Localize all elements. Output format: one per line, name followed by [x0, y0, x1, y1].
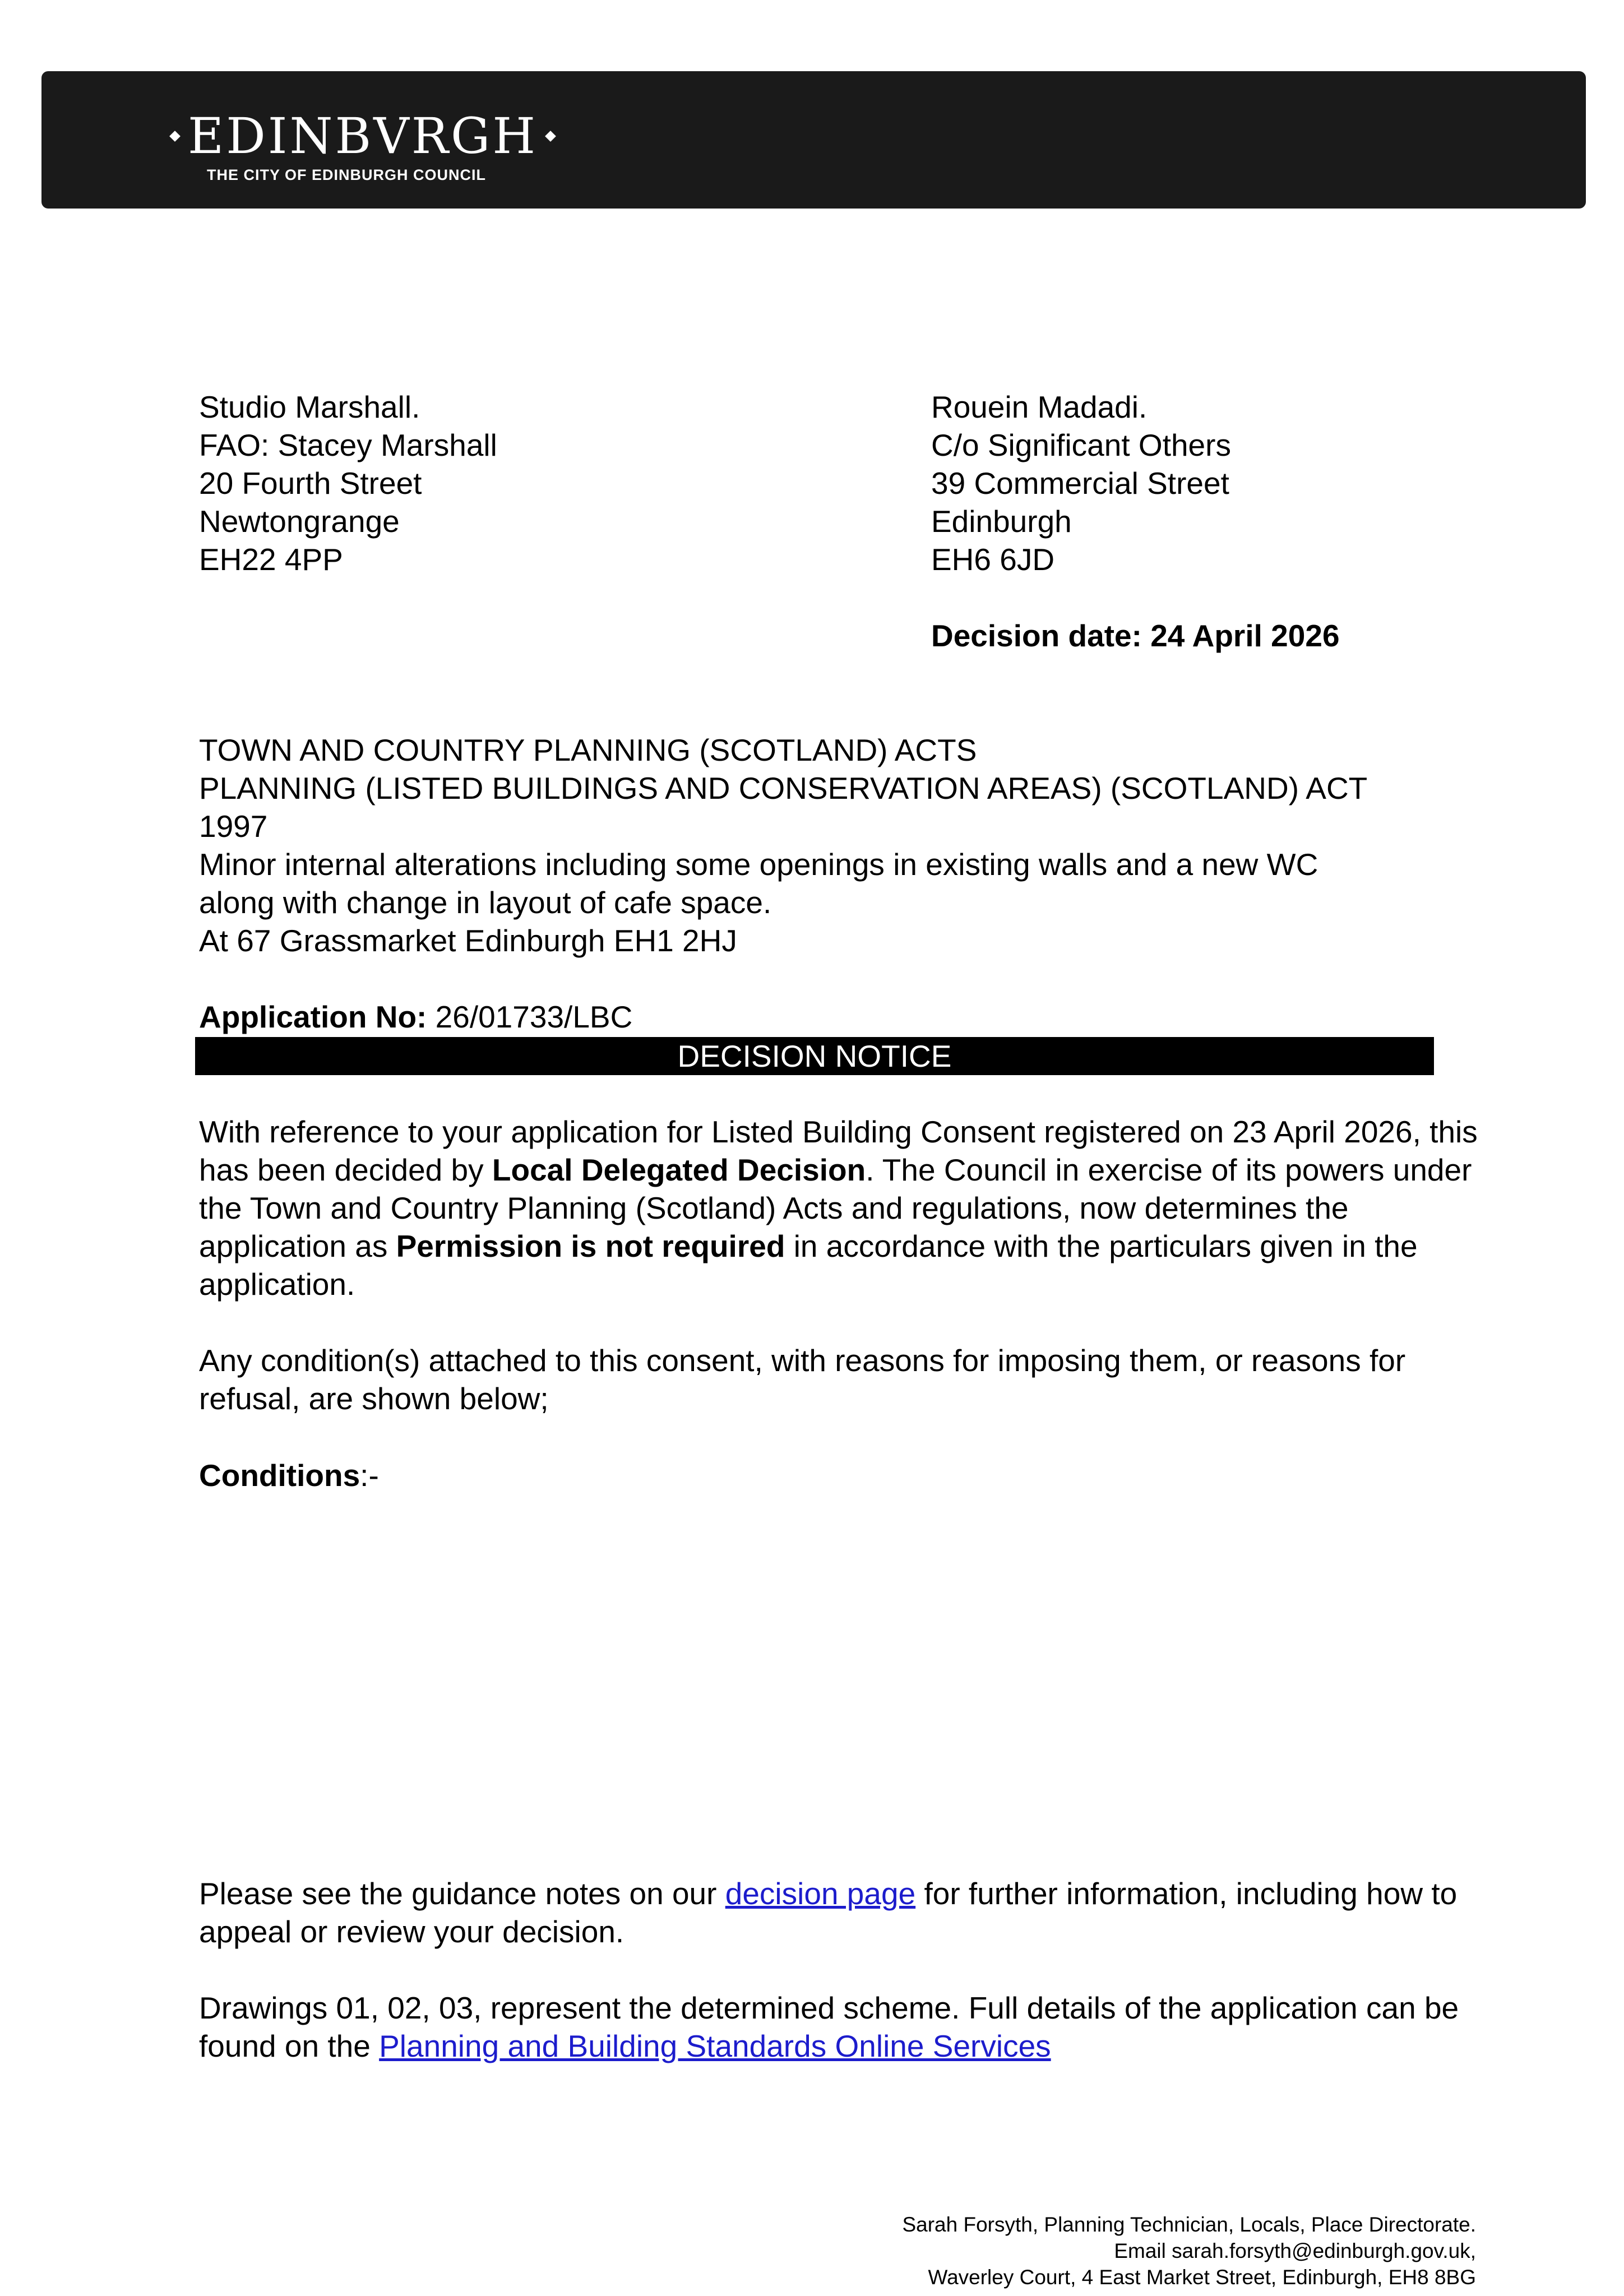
footer-line: Sarah Forsyth, Planning Technician, Locals, Place Directorate.	[902, 2213, 1476, 2236]
agent-address	[199, 388, 497, 578]
application-number-label: Application No:	[199, 999, 427, 1034]
paragraph-text: for further information, including how to appeal or review your decision.	[199, 1876, 1458, 1949]
logo-subtitle: THE CITY OF EDINBURGH COUNCIL	[207, 166, 487, 183]
address-line: Edinburgh	[931, 504, 1072, 539]
conditions-heading	[199, 1456, 1488, 1494]
address-line: C/o Significant Others	[931, 428, 1231, 462]
paragraph-text: in accordance with the particulars given in the application.	[199, 1229, 1418, 1302]
edinburgh-council-logo	[162, 107, 563, 184]
footer-line: Email sarah.forsyth@edinburgh.gov.uk,	[1114, 2239, 1476, 2262]
address-line: FAO: Stacey Marshall	[199, 428, 497, 462]
application-number-value: 26/01733/LBC	[427, 999, 633, 1034]
address-line: 39 Commercial Street	[931, 466, 1229, 501]
logo-diamond-right-icon	[545, 131, 556, 142]
address-line: 20 Fourth Street	[199, 466, 422, 501]
conditions-label: Conditions	[199, 1458, 360, 1493]
conditions-intro-paragraph: Any condition(s) attached to this consent, with reasons for imposing them, or reasons for refusal, are shown below;	[199, 1343, 1406, 1416]
address-line: Rouein Madadi.	[931, 390, 1148, 424]
title-line: TOWN AND COUNTRY PLANNING (SCOTLAND) ACTS	[199, 733, 977, 767]
title-line: PLANNING (LISTED BUILDINGS AND CONSERVATION AREAS) (SCOTLAND) ACT	[199, 771, 1368, 806]
council-header-bar	[41, 71, 1586, 209]
application-number	[199, 998, 1488, 1036]
title-line: 1997	[199, 809, 268, 844]
officer-contact-footer	[902, 2211, 1476, 2290]
address-line: EH22 4PP	[199, 542, 343, 577]
legislation-title-block	[199, 731, 1488, 960]
site-address-line: At 67 Grassmarket Edinburgh EH1 2HJ	[199, 923, 737, 958]
drawings-paragraph	[199, 1989, 1488, 2065]
conditions-suffix: :-	[360, 1458, 379, 1493]
guidance-paragraph	[199, 1874, 1488, 1951]
address-line: EH6 6JD	[931, 542, 1055, 577]
decision-notice-banner: DECISION NOTICE	[195, 1037, 1434, 1075]
address-line: Studio Marshall.	[199, 390, 420, 424]
applicant-address	[931, 388, 1231, 578]
logo-wordmark: EDINBVRGH	[188, 107, 538, 165]
online-services-link[interactable]: Planning and Building Standards Online Services	[379, 2029, 1051, 2063]
decision-date: Decision date: 24 April 2026	[931, 618, 1340, 653]
decision-outcome: Permission is not required	[396, 1229, 785, 1263]
decision-page-link[interactable]: decision page	[725, 1876, 916, 1911]
proposal-line: along with change in layout of cafe space.	[199, 885, 772, 920]
footer-line: Waverley Court, 4 East Market Street, Edinburgh, EH8 8BG	[928, 2266, 1476, 2289]
address-line: Newtongrange	[199, 504, 400, 539]
decision-paragraph	[199, 1113, 1488, 1303]
decision-type: Local Delegated Decision	[492, 1152, 866, 1187]
paragraph-text: Drawings 01, 02, 03, represent the determined scheme. Full details of the application can be found on the	[199, 1991, 1459, 2063]
paragraph-text: . The Council in exercise of its powers under the Town and Country Planning (Scotland) Acts and regulations, now determines the application as	[199, 1152, 1472, 1263]
logo-diamond-left-icon	[169, 131, 181, 142]
proposal-line: Minor internal alterations including some openings in existing walls and a new WC	[199, 847, 1318, 882]
paragraph-text: With reference to your application for Listed Building Consent registered on 23 April 2026, this has been decided by	[199, 1114, 1478, 1187]
paragraph-text: Please see the guidance notes on our	[199, 1876, 725, 1911]
